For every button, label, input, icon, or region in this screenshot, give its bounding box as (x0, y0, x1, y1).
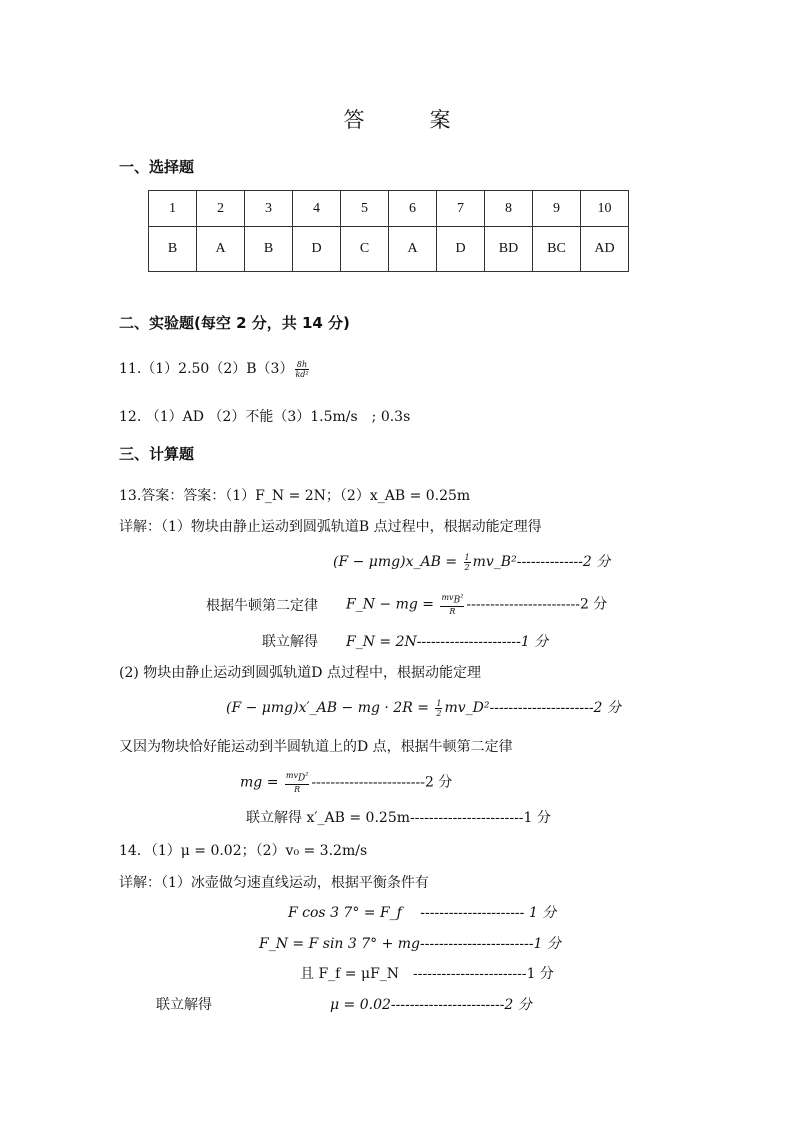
eq5-right: ------------------------2 分 (311, 774, 453, 791)
answer-cell: D (293, 227, 341, 272)
answer-cell: A (197, 227, 245, 272)
q14-equation-3: 且 F_f = μF_N ------------------------1 分 (300, 966, 554, 982)
half-fraction-2: $\frac{1}{2}$ (436, 698, 442, 718)
q14-equation-2: F_N = F sin 3 7° + mg------------------------1 分 (259, 936, 561, 952)
question-number-cell: 10 (581, 191, 629, 227)
q13-detail-3: 又因为物块恰好能运动到半圆轨道上的D 点，根据牛顿第二定律 (119, 739, 513, 755)
question-number-cell: 1 (149, 191, 197, 227)
q13-detail-1: 详解：（1）物块由静止运动到圆弧轨道B 点过程中，根据动能定理得 (119, 519, 542, 535)
q11-prefix: 11.（1）2.50（2）B（3） (119, 361, 294, 377)
q14-equation-4: μ = 0.02------------------------2 分 (330, 997, 532, 1013)
section-heading-calc: 三、计算题 (119, 445, 195, 463)
eq2-right: ------------------------2 分 (466, 596, 608, 613)
question-number-cell: 7 (437, 191, 485, 227)
eq1-right: mv_B²--------------2 分 (472, 554, 611, 570)
answer-cell: A (389, 227, 437, 272)
answer-table (148, 190, 629, 272)
q12-answer: 12. （1）AD （2）不能（3）1.5m/s ; 0.3s (119, 409, 411, 425)
answer-cell: BC (533, 227, 581, 272)
q13-detail-2: (2) 物块由静止运动到圆弧轨道D 点过程中，根据动能定理 (119, 665, 481, 681)
answer-cell: AD (581, 227, 629, 272)
eq2-left: F_N − mg = (346, 596, 439, 613)
q13-equation-3: F_N = 2N----------------------1 分 (346, 634, 549, 650)
section-heading-choice: 一、选择题 (119, 158, 195, 176)
q14-equation-1: F cos 3 7° = F_f ---------------------- 1 分 (288, 905, 557, 921)
eq1-left: (F − μmg)x_AB = (333, 554, 462, 570)
q13-equation-2 (346, 593, 607, 616)
half-fraction: $\frac{1}{2}$ (464, 552, 470, 572)
answer-cell: D (437, 227, 485, 272)
centripetal-fraction-d: $\frac{mv_D^2}{R}$ (285, 771, 309, 794)
question-number-cell: 8 (485, 191, 533, 227)
q14-eq4-label: 联立解得 (156, 997, 212, 1013)
section-heading-experiment: 二、实验题(每空 2 分，共 14 分) (119, 314, 350, 332)
question-number-cell: 5 (341, 191, 389, 227)
q13-equation-6: 联立解得 x′_AB = 0.25m------------------------1 分 (246, 810, 551, 826)
q13-eq3-label: 联立解得 (262, 634, 318, 650)
q13-equation-5 (240, 771, 452, 794)
question-number-cell: 2 (197, 191, 245, 227)
q13-answer: 13.答案：答案：（1）F_N = 2N；（2）x_AB = 0.25m (119, 488, 471, 504)
q14-detail: 详解：（1）冰壶做匀速直线运动，根据平衡条件有 (119, 875, 429, 891)
q13-equation-4 (226, 697, 621, 718)
question-number-cell: 6 (389, 191, 437, 227)
page-title: 答 案 (343, 108, 473, 132)
centripetal-fraction: $\frac{mv_B^2}{R}$ (441, 593, 464, 616)
eq5-left: mg = (240, 774, 283, 791)
q11-answer (119, 358, 311, 379)
answer-cell: B (245, 227, 293, 272)
q13-eq2-label: 根据牛顿第二定律 (206, 598, 318, 614)
question-number-cell: 3 (245, 191, 293, 227)
question-number-cell: 4 (293, 191, 341, 227)
eq4-left: (F − μmg)x′_AB − mg · 2R = (226, 700, 434, 716)
q11-fraction (295, 360, 308, 379)
q14-answer: 14．（1）μ = 0.02；（2）v₀ = 3.2m/s (119, 843, 368, 859)
answer-table-answer-row (149, 227, 629, 272)
answer-cell: C (341, 227, 389, 272)
answer-table-number-row (149, 191, 629, 227)
q11-frac-den: kd² (295, 369, 309, 379)
q11-frac-num: 8h (296, 359, 308, 369)
eq4-right: mv_D²----------------------2 分 (444, 700, 621, 716)
answer-cell: B (149, 227, 197, 272)
answer-cell: BD (485, 227, 533, 272)
question-number-cell: 9 (533, 191, 581, 227)
q13-equation-1 (333, 551, 610, 572)
